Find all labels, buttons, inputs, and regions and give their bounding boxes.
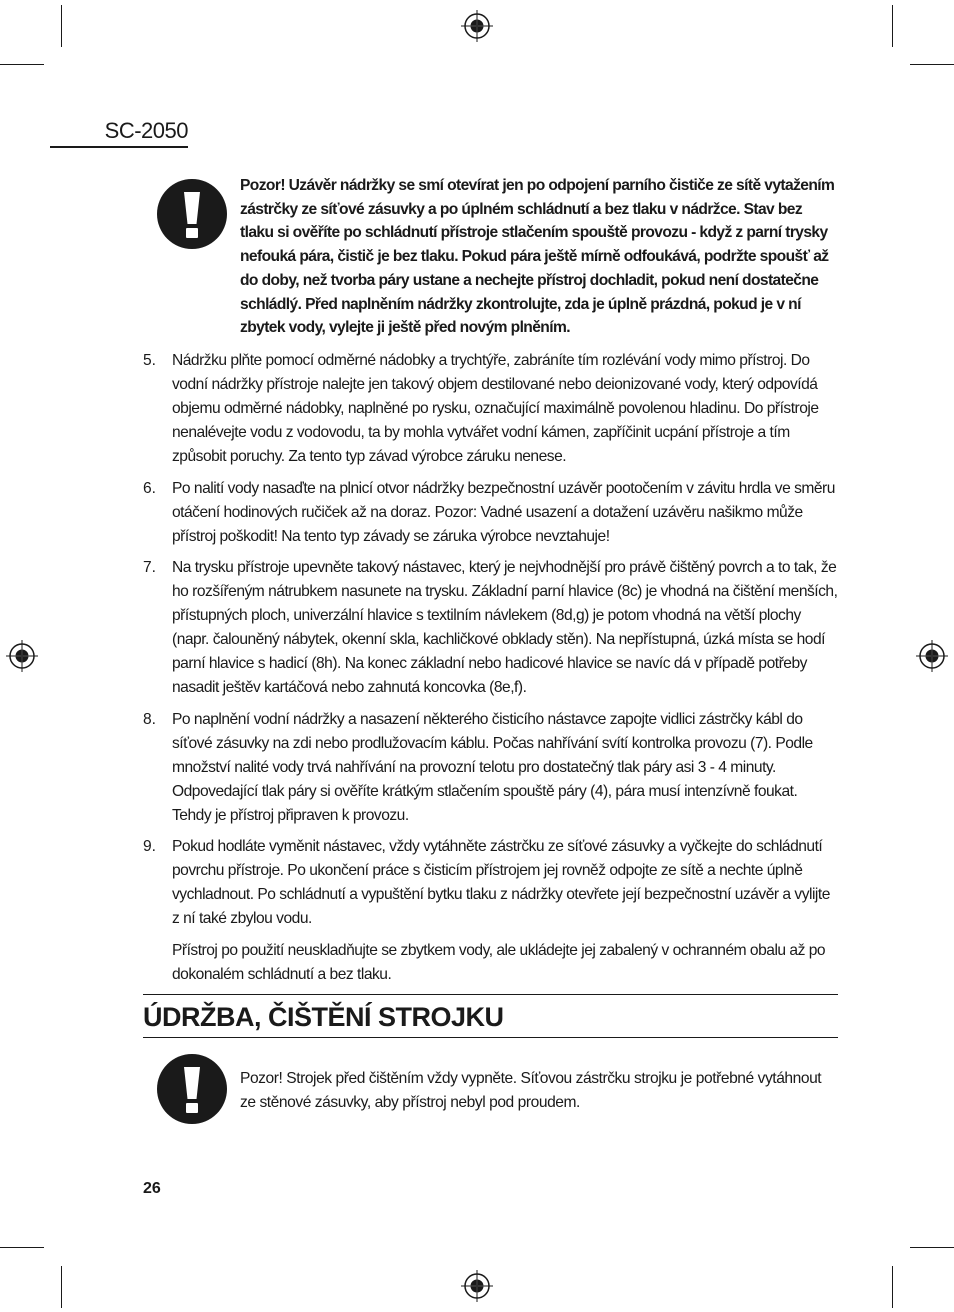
step-number: 7. bbox=[143, 559, 157, 576]
section-title: ÚDRŽBA, ČIŠTĚNÍ STROJKU bbox=[143, 1002, 504, 1032]
list-item bbox=[143, 835, 838, 931]
exclamation-icon bbox=[157, 179, 227, 249]
step-text: Nádržku plňte pomocí odměrné nádobky a trychtýře, zabráníte tím rozlévání vody mimo přístroj. Do vodní nádržky přístroje nalejte jen takový objem destilované nebo deionizované vody, který odpovídá objemu odměrné nádobky, naplněné po rysku, označující maximálně povolenou hladinu. Do přístroje nenalévejte vodu z vodovodu, ta by mohla vytvářet vodní kámen, zapříčinit ucpání přístroje a tím způsobit poruchy. Za tento typ závad výrobce záruku nenese. bbox=[172, 352, 819, 465]
crop-mark bbox=[892, 5, 893, 47]
step-number: 5. bbox=[143, 352, 157, 369]
step-number: 6. bbox=[143, 479, 157, 497]
crop-mark bbox=[910, 1247, 954, 1248]
storage-note: Přístroj po použití neuskladňujte se zbytkem vody, ale ukládejte jej zabalený v ochranném obalu až po dokonalém schládnutí a bez tlaku. bbox=[172, 941, 826, 983]
crop-mark bbox=[61, 1266, 62, 1308]
crop-mark bbox=[910, 64, 954, 65]
crop-mark bbox=[892, 1266, 893, 1308]
step-number: 8. bbox=[143, 710, 157, 728]
instruction-steps bbox=[143, 349, 838, 987]
page-number: 26 bbox=[143, 1180, 161, 1197]
exclamation-icon bbox=[157, 1054, 227, 1124]
warning-top-text: Pozor! Uzávěr nádržky se smí otevírat jen po odpojení parního čističe ze sítě vytažením zástrčky ze síťové zásuvky a po úplném schládnutí a bez tlaku v nádržce. Stav bez tlaku si ověříte po schládnutí přístroje stlačením spouště provozu - když z parní trysky nefouká pára, čistič je bez tlaku. Pokud pára ještě mírně odfoukává, podržte spoušť až do doby, než tvorba páry ustane a nechejte přístroj dochladit, pokud není dostatečne schládlý. Před naplněním nádržky zkontrolujte, zda je úplně prázdná, pokud je v ní zbytek vody, vylejte ji ještě před novým plněním. bbox=[240, 177, 835, 337]
crop-mark bbox=[61, 5, 62, 47]
model-header: SC-2050 bbox=[50, 118, 188, 148]
list-item bbox=[143, 349, 838, 469]
registration-mark-icon bbox=[460, 9, 494, 43]
step-text: Po naplnění vodní nádržky a nasazení některého čisticího nástavce zapojte vidlici zástrčky kábl do síťové zásuvky na zdi nebo prodlužovacím káblu. Počas nahřívání svítí kontrolka provozu (7). Podle množství nalité vody trvá nahřívání na provozní telotu pro dostatečný tlak páry asi 3 - 4 minuty. Odpovedající tlak páry si ověříte krátkým stlačením spouště páry (4), pára musí intenzívně foukat. Tehdy je přístroj připraven k provozu. bbox=[172, 710, 813, 824]
warning-bottom-text: Pozor! Strojek před čištěním vždy vypněte. Síťovou zástrčku strojku je potřebné vytáhnout ze stěnové zásuvky, aby přístroj nebyl pod proudem. bbox=[240, 1070, 822, 1111]
step-text: Pokud hodláte vyměnit nástavec, vždy vytáhněte zástrčku ze síťové zásuvky a vyčkejte do schládnutí povrchu přístroje. Po ukončení práce s čisticím přístrojem jej rovněž odpojte ze sítě a nechte úplně vychladnout. Po schládnutí a vypuštění bytku tlaku z nádržky otevřete její bezpečnostní uzávěr a vylijte z ní také zbylou vodu. bbox=[172, 838, 830, 927]
crop-mark bbox=[0, 1247, 44, 1248]
crop-mark bbox=[0, 64, 44, 65]
step-text: Po nalití vody nasaďte na plnicí otvor nádržky bezpečnostní uzávěr pootočením v závitu hrdla ve směru otáčení hodinových ručiček až na doraz. Pozor: Vadné usazení a dotažení uzávěru našikmo může přístroj poškodit! Na tento typ závady se záruka výrobce nevztahuje! bbox=[172, 479, 835, 545]
registration-mark-icon bbox=[460, 1269, 494, 1303]
list-item bbox=[143, 556, 838, 700]
section-heading bbox=[143, 994, 838, 1038]
list-item bbox=[143, 708, 838, 828]
step-number: 9. bbox=[143, 838, 157, 855]
list-item bbox=[143, 477, 838, 549]
registration-mark-icon bbox=[5, 639, 39, 673]
registration-mark-icon bbox=[915, 639, 949, 673]
step-text: Na trysku přístroje upevněte takový nástavec, který je nejvhodnější pro právě čištěný povrch a to tak, že ho rozšířeným nátrubkem nasunete na trysku. Základní parní hlavice (8c) je vhodná na čištění menších, přístupných ploch, univerzální hlavice s textilním návlekem (8d,g) je potom vhodná na větší plochy (napr. čalouněný nábytek, okenní skla, kachličkové obklady stěn). Na nepřístupná, úzká místa se hodí parní hlavice s hadicí (8h). Na konec základní nebo hadicové hlavice se navíc dá v případě potřeby nasadit ještěv kartáčová nebo zahnutá koncovka (8e,f). bbox=[172, 559, 838, 696]
